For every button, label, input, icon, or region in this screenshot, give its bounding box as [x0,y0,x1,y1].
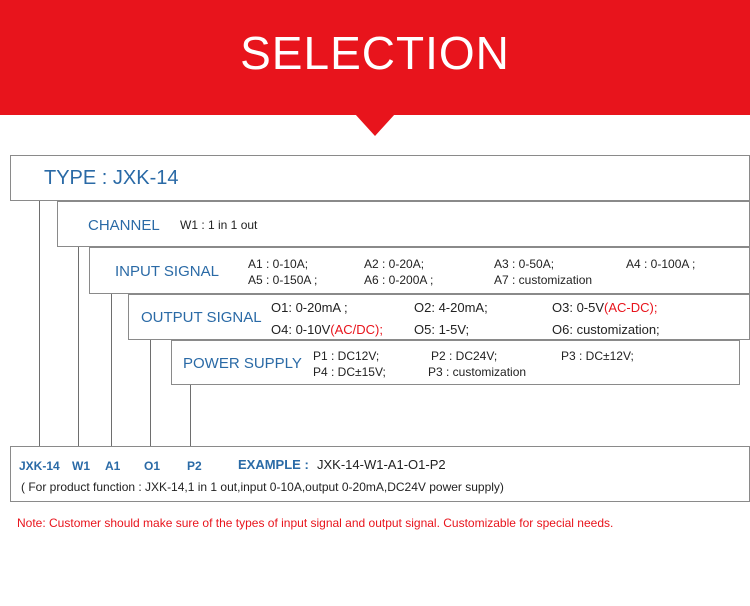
type-label: TYPE : JXK-14 [44,167,179,189]
input-option-a4: A4 : 0-100A ; [626,257,696,271]
connector-input [111,293,112,446]
output-option-o6: O6: customization; [552,322,660,337]
power-supply-box [171,340,740,385]
code-power: P2 [187,459,202,473]
output-option-o5: O5: 1-5V; [414,322,470,337]
code-input: A1 [105,459,121,473]
output-signal-heading: OUTPUT SIGNAL [141,309,262,326]
connector-output [150,339,151,446]
example-value: JXK-14-W1-A1-O1-P2 [317,457,446,472]
power-option-p3-custom: P3 : customization [428,365,527,379]
power-option-p1: P1 : DC12V; [313,349,380,363]
input-signal-heading: INPUT SIGNAL [115,263,219,280]
banner-pointer [355,114,395,136]
output-option-o4 [271,322,383,337]
power-option-p3: P3 : DC±12V; [561,349,634,363]
example-label: EXAMPLE : [238,457,309,472]
output-o4-type: (AC/DC); [330,322,383,337]
input-signal-box [89,247,750,294]
type-box [10,155,750,201]
output-signal-box [128,294,750,340]
power-option-p2: P2 : DC24V; [431,349,498,363]
connector-power [190,384,191,446]
code-type: JXK-14 [19,459,60,473]
input-option-a7: A7 : customization [494,273,593,287]
connector-channel [78,246,79,446]
power-option-p4: P4 : DC±15V; [313,365,386,379]
example-box [10,446,750,502]
input-option-a5: A5 : 0-150A ; [248,273,318,287]
output-option-o3 [552,300,657,315]
input-option-a1: A1 : 0-10A; [248,257,309,271]
channel-heading: CHANNEL [88,217,160,234]
code-output: O1 [144,459,161,473]
customer-note: Note: Customer should make sure of the types of input signal and output signal. Customizable for special needs. [17,516,614,530]
output-option-o1: O1: 0-20mA ; [271,300,348,315]
input-option-a2: A2 : 0-20A; [364,257,425,271]
connector-type [39,200,40,446]
output-option-o2: O2: 4-20mA; [414,300,488,315]
example-description: ( For product function : JXK-14,1 in 1 out,input 0-10A,output 0-20mA,DC24V power supply) [21,480,504,494]
selection-banner [0,0,750,115]
channel-w1: W1 : 1 in 1 out [180,218,258,232]
channel-box [57,201,750,247]
output-o3-type: (AC-DC); [604,300,658,315]
output-o3-range: O3: 0-5V [552,300,605,315]
power-supply-heading: POWER SUPPLY [183,355,302,372]
input-option-a6: A6 : 0-200A ; [364,273,434,287]
input-option-a3: A3 : 0-50A; [494,257,555,271]
code-channel: W1 [72,459,90,473]
output-o4-range: O4: 0-10V [271,322,331,337]
banner-title: SELECTION [240,27,510,79]
